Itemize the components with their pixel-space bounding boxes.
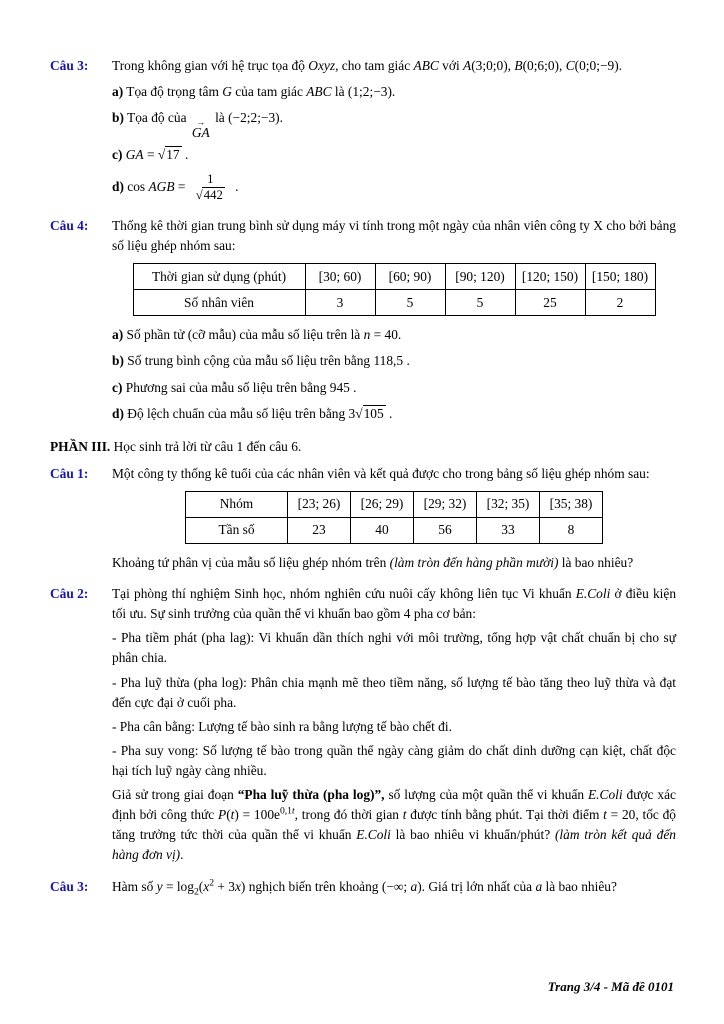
fraction — [191, 172, 230, 204]
vector-base: GA — [191, 125, 210, 141]
text-run: , — [559, 58, 566, 73]
text-run: c) — [112, 147, 123, 163]
text-run: = log — [162, 878, 194, 894]
header-cell: [23; 26) — [288, 492, 351, 518]
radical-sign: √ — [195, 187, 203, 202]
fraction-numerator — [202, 172, 218, 188]
text-run: của tam giác — [231, 84, 307, 100]
text-run: . — [279, 110, 284, 126]
header-cell: [30; 60) — [305, 264, 375, 290]
text-run: . Giá trị lớn nhất của — [421, 878, 536, 894]
text-run: nghịch biến trên khoảng — [245, 878, 382, 894]
section-label: PHẦN III. — [50, 438, 111, 454]
fraction-denominator — [191, 188, 230, 203]
text-run: . — [391, 84, 396, 100]
text-run: A — [463, 58, 472, 73]
text-run: Tại phòng thí nghiệm Sinh học, nhóm nghiên cứu nuôi cấy không liên tục Vi khuẩn — [112, 586, 576, 602]
header-cell: [32; 35) — [477, 492, 540, 518]
radicand: 442 — [203, 187, 223, 202]
text-run: a) — [112, 327, 124, 343]
text-run: Độ lệch chuẩn của mẫu số liệu trên bằng 3 — [123, 405, 356, 421]
text-run: c) — [112, 379, 123, 395]
text-run: , cho tam giác — [335, 58, 414, 73]
question-text — [112, 553, 676, 573]
text-run: 0,1 — [279, 805, 292, 817]
value-cell: 40 — [351, 518, 414, 544]
text-run: số lượng của một quần thể vi khuẩn — [384, 787, 588, 803]
text-run: GA — [125, 147, 144, 163]
value-cell: 2 — [585, 290, 655, 316]
text-run: Giả sử trong giai đoạn — [112, 787, 238, 803]
question-text — [112, 877, 676, 897]
text-run: . — [180, 847, 184, 863]
text-run: - Pha luỹ thừa (pha log): Phân chia mạnh mẽ theo tiềm năng, số lượng tế bào tăng theo luỹ thừa và đạt đến cực đại ở cuối pha. — [112, 674, 676, 710]
value-cell: 8 — [540, 518, 603, 544]
usage-time-table — [133, 263, 656, 316]
text-run: là — [331, 84, 348, 100]
text-run: ở điều kiện tối ưu. Sự sinh trưởng của quần thể vi khuẩn bao gồm 4 pha cơ bản: — [112, 586, 677, 622]
text-run: Tọa độ trọng tâm — [123, 84, 223, 100]
value-cell: 3 — [305, 290, 375, 316]
phase-log-paragraph — [112, 673, 676, 713]
question-label: Câu 1: — [50, 465, 89, 481]
question-3-short-answer — [50, 877, 676, 901]
text-run: Số phần tử (cỡ mẫu) của mẫu số liệu trên là — [123, 327, 364, 343]
text-run: a — [410, 878, 418, 894]
text-run: P — [218, 807, 227, 823]
text-run: , — [507, 58, 515, 73]
table-row — [186, 518, 603, 544]
text-run: + 3 — [214, 878, 235, 894]
vector-arrow-icon: → — [196, 117, 206, 128]
text-run: E.Coli — [588, 787, 623, 803]
question-body — [112, 56, 676, 209]
text-run: (−2;2;−3) — [228, 110, 280, 126]
question-intro — [112, 56, 676, 76]
text-run: ABC — [306, 84, 332, 100]
table-header-row — [186, 492, 603, 518]
text-run: Tọa độ của — [123, 110, 190, 126]
age-frequency-table — [185, 491, 603, 544]
value-cell: 33 — [477, 518, 540, 544]
text-run: E.Coli — [356, 827, 391, 843]
text-run: Số trung bình cộng của mẫu số liệu trên bằng 118,5 . — [123, 353, 410, 369]
question-3-true-false — [50, 56, 676, 209]
text-run: = 20, tốc độ tăng trưởng tức thời của quần thể vi khuẩn — [112, 807, 676, 843]
text-run: (1;2;−3) — [347, 84, 392, 100]
section-text: Học sinh trả lời từ câu 1 đến câu 6. — [110, 438, 302, 454]
phase-decline-paragraph — [112, 741, 676, 781]
text-run: (làm tròn đến hàng phần mười) — [389, 555, 559, 571]
text-run: Thống kê thời gian trung bình sử dụng máy vi tính trong một ngày của nhân viên công ty X cho bởi bảng số liệu ghép nhóm sau: — [112, 218, 676, 254]
vector-notation — [191, 117, 210, 141]
text-run: d) — [112, 405, 124, 421]
question-4-true-false — [50, 216, 676, 430]
text-run: t — [230, 807, 235, 823]
row-label-cell: Số nhân viên — [133, 290, 305, 316]
text-run: ( — [226, 807, 231, 823]
phase-balance-paragraph — [112, 717, 676, 737]
text-run: t — [402, 807, 407, 823]
question-body — [112, 877, 676, 901]
text-run: (làm tròn kết quả đến hàng đơn vị) — [112, 827, 677, 863]
text-run: (3;0;0) — [471, 58, 508, 73]
text-run: là bao nhiêu? — [558, 555, 634, 571]
question-label: Câu 3: — [50, 878, 89, 894]
option-b — [112, 108, 676, 139]
text-run: a — [535, 878, 543, 894]
text-run: (0;6;0) — [522, 58, 560, 73]
radicand: 105 — [363, 405, 384, 421]
radicand: 17 — [166, 147, 180, 163]
question-body — [112, 464, 676, 577]
text-run: Oxyz — [308, 58, 336, 73]
text-run: được xác định bởi công thức — [112, 787, 676, 823]
text-run: a) — [112, 84, 124, 100]
text-run: . — [385, 405, 393, 421]
square-root — [196, 187, 225, 202]
question-1-short-answer — [50, 464, 676, 577]
value-cell: 25 — [515, 290, 585, 316]
value-cell: 56 — [414, 518, 477, 544]
text-run: x — [203, 878, 210, 894]
header-cell: [29; 32) — [414, 492, 477, 518]
header-cell: Nhóm — [186, 492, 288, 518]
text-run: E.Coli — [575, 586, 611, 602]
text-run: - Pha tiềm phát (pha lag): Vi khuẩn dần thích nghi với môi trường, tổng hợp vật chất chuẩn bị cho sự phân chia. — [112, 630, 676, 666]
header-cell: [150; 180) — [585, 264, 655, 290]
text-run: là bao nhiêu vi khuẩn/phút? — [390, 827, 555, 843]
question-2-short-answer — [50, 584, 676, 869]
text-run: là bao nhiêu? — [542, 878, 617, 894]
text-run: . — [618, 58, 623, 73]
header-cell: [60; 90) — [375, 264, 445, 290]
question-intro — [112, 216, 676, 256]
text-run: “Pha luỹ thừa (pha log)”, — [237, 787, 385, 803]
text-run: Hàm số — [112, 878, 157, 894]
text-run: ) = 100e — [234, 807, 280, 823]
text-run: cos — [123, 178, 149, 194]
square-root — [355, 405, 385, 421]
text-run: Phương sai của mẫu số liệu trên bằng 945 . — [122, 379, 357, 395]
question-label: Câu 3: — [50, 58, 89, 73]
question-body — [112, 584, 676, 869]
text-run: Trong không gian với hệ trục tọa độ — [112, 58, 309, 73]
table-row — [133, 290, 655, 316]
text-run: được tính bằng phút. Tại thời điểm — [406, 807, 604, 823]
option-c — [112, 378, 676, 398]
text-run: (−∞; — [381, 878, 411, 894]
text-run: = — [174, 178, 189, 194]
text-run: G — [222, 84, 232, 100]
text-run: với — [438, 58, 464, 73]
value-cell: 23 — [288, 518, 351, 544]
header-cell: [26; 29) — [351, 492, 414, 518]
text-run: B — [514, 58, 523, 73]
page-footer: Trang 3/4 - Mã đề 0101 — [547, 978, 674, 994]
square-root — [158, 146, 182, 162]
text-run: y — [156, 878, 163, 894]
text-run: = — [143, 147, 158, 163]
question-text — [112, 785, 676, 865]
text-run: - Pha cân bằng: Lượng tế bào sinh ra bằng lượng tế bào chết đi. — [112, 718, 452, 734]
text-run: . — [181, 147, 189, 163]
option-d — [112, 404, 676, 424]
option-b — [112, 351, 676, 371]
text-run: 2 — [209, 877, 214, 889]
text-run: d) — [112, 178, 124, 194]
value-cell: 5 — [445, 290, 515, 316]
phase-lag-paragraph — [112, 628, 676, 668]
text-run: AGB — [148, 178, 175, 194]
text-run: (0;0;−9) — [574, 58, 619, 73]
section-heading — [50, 437, 676, 457]
text-run: t — [603, 807, 607, 823]
text-run: x — [234, 878, 241, 894]
text-run: . — [231, 178, 239, 194]
radical-sign: √ — [355, 405, 363, 421]
text-run: ABC — [413, 58, 439, 73]
row-label-cell: Tần số — [186, 518, 288, 544]
text-run: , trong đó thời gian — [294, 807, 403, 823]
text-run: = 40. — [370, 327, 402, 343]
question-intro — [112, 464, 676, 484]
header-cell: [90; 120) — [445, 264, 515, 290]
option-a — [112, 82, 676, 102]
text-run: b) — [112, 110, 124, 126]
option-d — [112, 172, 676, 204]
question-body — [112, 216, 676, 430]
text-run: ) — [240, 878, 246, 894]
option-c — [112, 145, 676, 165]
question-label: Câu 4: — [50, 218, 89, 234]
header-cell: Thời gian sử dụng (phút) — [133, 264, 305, 290]
value-cell: 5 — [375, 290, 445, 316]
radical-sign: √ — [157, 147, 166, 163]
text-run: t — [291, 805, 295, 817]
text-run: là — [211, 110, 229, 126]
text-run: - Pha suy vong: Số lượng tế bào trong quần thể ngày càng giảm do chất dinh dưỡng cạn kiệt, chất độc hại tích luỹ ngày càng nhiều. — [112, 742, 676, 778]
question-label: Câu 2: — [50, 586, 89, 602]
text-run: 2 — [193, 886, 199, 898]
option-a — [112, 325, 676, 345]
text-run: 1 — [207, 171, 214, 186]
text-run: C — [565, 58, 575, 73]
table-header-row — [133, 264, 655, 290]
question-paragraph — [112, 584, 676, 624]
text-run: Một công ty thống kê tuổi của các nhân viên và kết quả được cho trong bảng số liệu ghép nhóm sau: — [112, 465, 650, 481]
text-run: ( — [198, 878, 204, 894]
text-run: b) — [112, 353, 124, 369]
text-run: n — [363, 327, 371, 343]
text-run: ) — [417, 878, 422, 894]
header-cell: [35; 38) — [540, 492, 603, 518]
header-cell: [120; 150) — [515, 264, 585, 290]
text-run: Khoảng tứ phân vị của mẫu số liệu ghép nhóm trên — [112, 555, 390, 571]
